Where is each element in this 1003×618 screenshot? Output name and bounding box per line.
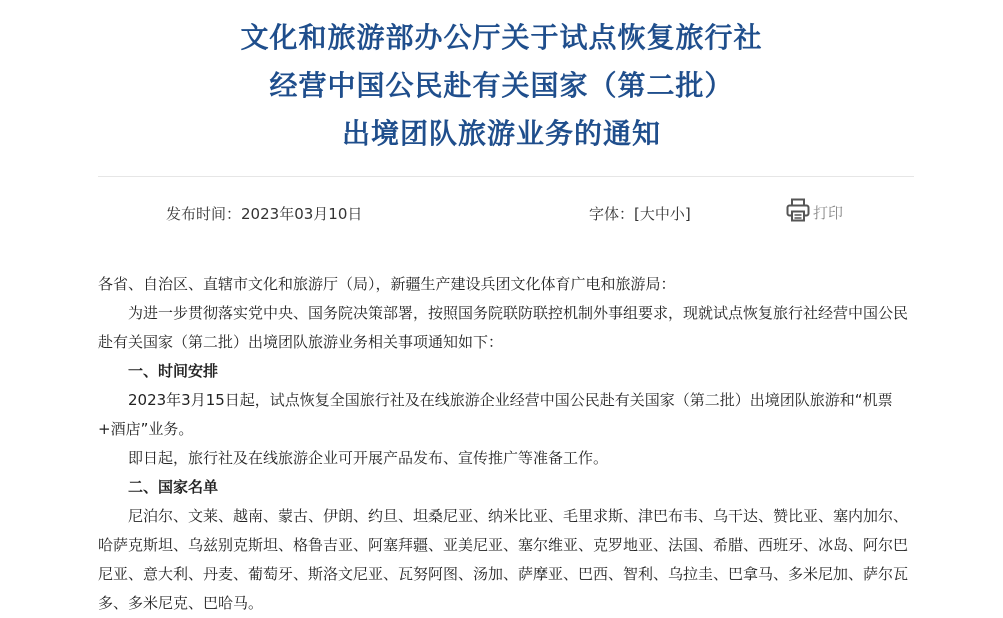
title-line-2: 经营中国公民赴有关国家（第二批） [269, 69, 734, 102]
print-button[interactable] [785, 198, 843, 226]
font-size-control [589, 203, 691, 224]
printer-icon [785, 197, 811, 227]
page-title [0, 14, 1003, 158]
font-size-label: 字体： [589, 205, 635, 223]
section-heading-time: 一、时间安排 [128, 362, 219, 380]
publish-date-label: 发布时间： [166, 205, 242, 223]
section-heading-countries: 二、国家名单 [128, 478, 219, 496]
title-line-1: 文化和旅游部办公厅关于试点恢复旅行社 [240, 21, 763, 54]
article-body [98, 270, 914, 618]
salutation: 各省、自治区、直辖市文化和旅游厅（局），新疆生产建设兵团文化体育广电和旅游局： [98, 275, 676, 293]
publish-date-value: 2023年03月10日 [241, 205, 363, 223]
font-size-options[interactable]: [大中小] [634, 205, 691, 223]
intro-paragraph: 为进一步贯彻落实党中央、国务院决策部署，按照国务院联防联控机制外事组要求，现就试点恢复旅行社经营中国公民赴有关国家（第二批）出境团队旅游业务相关事项通知如下： [98, 304, 909, 351]
header-divider [98, 176, 914, 177]
paragraph: 2023年3月15日起，试点恢复全国旅行社及在线旅游企业经营中国公民赴有关国家（第二批）出境团队旅游和“机票+酒店”业务。 [98, 391, 893, 438]
publish-date [166, 203, 362, 224]
print-label: 打印 [813, 203, 844, 222]
country-list: 尼泊尔、文莱、越南、蒙古、伊朗、约旦、坦桑尼亚、纳米比亚、毛里求斯、津巴布韦、乌干达、赞比亚、塞内加尔、哈萨克斯坦、乌兹别克斯坦、格鲁吉亚、阿塞拜疆、亚美尼亚、塞尔维亚、克罗地亚、法国、希腊、西班牙、冰岛、阿尔巴尼亚、意大利、丹麦、葡萄牙、斯洛文尼亚、瓦努阿图、汤加、萨摩亚、巴西、智利、乌拉圭、巴拿马、多米尼加、萨尔瓦多、多米尼克、巴哈马。 [98, 507, 909, 612]
paragraph: 即日起，旅行社及在线旅游企业可开展产品发布、宣传推广等准备工作。 [128, 449, 609, 467]
title-line-3: 出境团队旅游业务的通知 [341, 117, 661, 150]
